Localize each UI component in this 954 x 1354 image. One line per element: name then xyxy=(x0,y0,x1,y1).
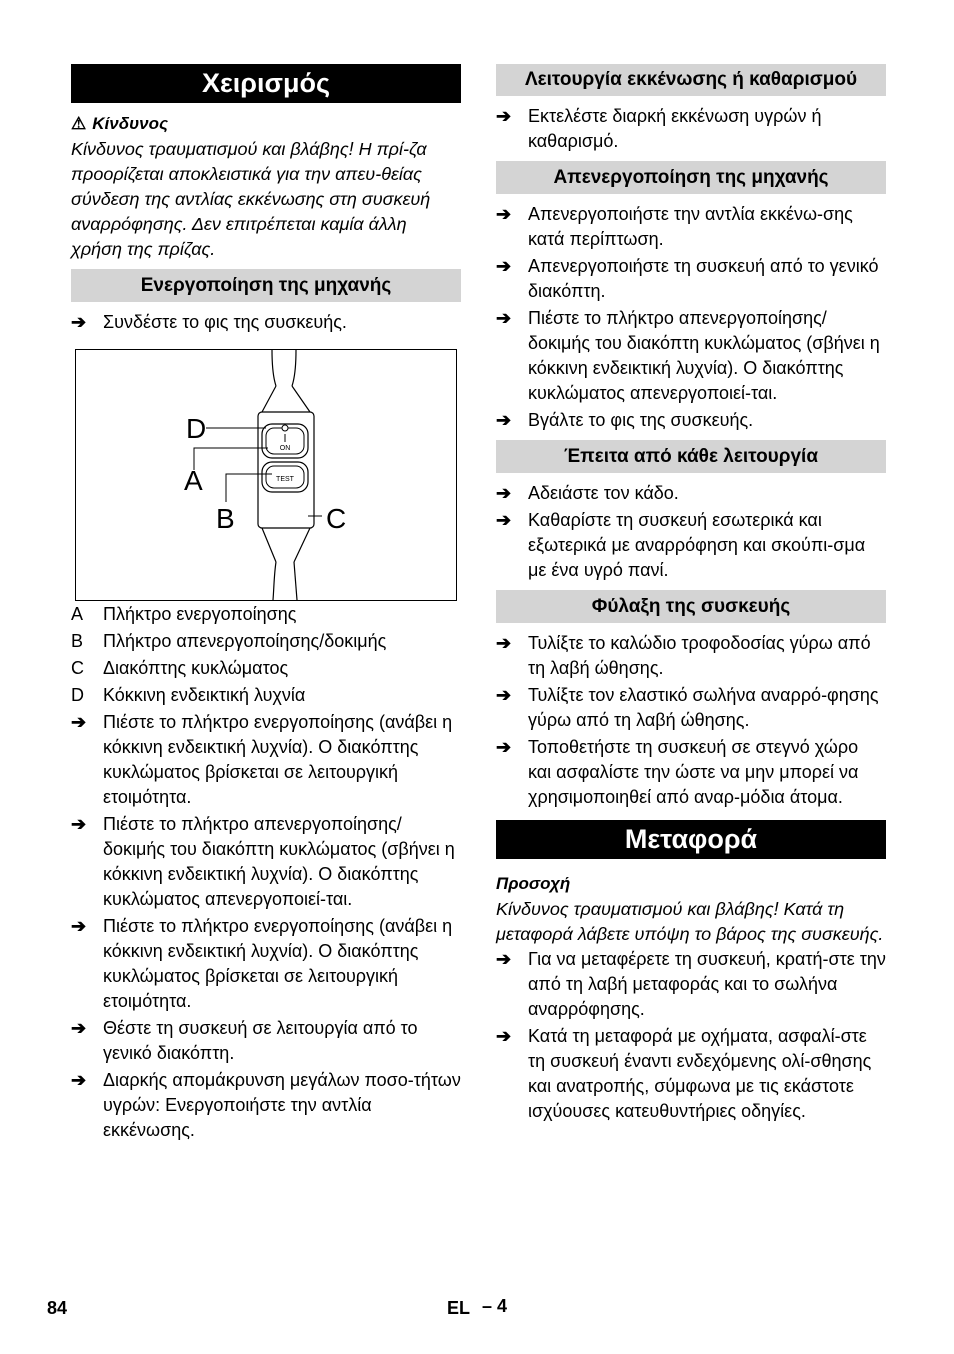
legend-key: C xyxy=(71,658,84,678)
step-item xyxy=(71,1016,461,1066)
danger-label: Κίνδυνος xyxy=(92,114,169,133)
section-title-operation: Χειρισμός xyxy=(71,64,461,103)
step-text: Τυλίξτε το καλώδιο τροφοδοσίας γύρω από τη λαβή ώθησης. xyxy=(528,633,871,678)
step-item xyxy=(496,947,886,1022)
step-text: Πιέστε το πλήκτρο ενεργοποίησης (ανάβει η κόκκινη ενδεικτική λυχνία). Ο διακόπτης κυκλώματος βρίσκεται σε λειτουργική ετοιμότητα. xyxy=(103,712,453,807)
danger-heading xyxy=(71,113,461,135)
step-item xyxy=(71,812,461,912)
label-b: B xyxy=(216,503,235,534)
step-item xyxy=(71,310,461,335)
step-text: Κατά τη μεταφορά με οχήματα, ασφαλί-στε τη συσκευή έναντι ενδεχόμενης ολί-σθησης και ανατροπής, σύμφωνα με τις εκάστοτε ισχύουσες κατευθυντήριες οδηγίες. xyxy=(528,1026,872,1121)
step-text: Διαρκής απομάκρυνση μεγάλων ποσο-τήτων υγρών: Ενεργοποιήστε την αντλία εκκένωσης. xyxy=(103,1070,461,1140)
arrow-right-icon: ➔ xyxy=(496,410,512,430)
page-number: 84 xyxy=(47,1298,68,1318)
arrow-right-icon: ➔ xyxy=(496,483,512,503)
warning-triangle-icon: ⚠ xyxy=(71,114,87,133)
section-page: – 4 xyxy=(482,1296,508,1316)
legend-key: D xyxy=(71,685,84,705)
step-text: Τυλίξτε τον ελαστικό σωλήνα αναρρό-φησης γύρω από τη λαβή ώθησης. xyxy=(528,685,879,730)
step-item xyxy=(71,914,461,1014)
arrow-right-icon: ➔ xyxy=(496,204,512,224)
step-text: Εκτελέστε διαρκή εκκένωση υγρών ή καθαρισμό. xyxy=(528,106,822,151)
step-text: Για να μεταφέρετε τη συσκευή, κρατή-στε την από τη λαβή μεταφοράς και το σωλήνα αναρρόφησης. xyxy=(528,949,886,1019)
step-text: Θέστε τη συσκευή σε λειτουργία από το γενικό διακόπτη. xyxy=(103,1018,418,1063)
arrow-right-icon: ➔ xyxy=(71,712,87,732)
arrow-right-icon: ➔ xyxy=(71,312,87,332)
arrow-right-icon: ➔ xyxy=(496,737,512,757)
section-heading-after: Έπειτα από κάθε λειτουργία xyxy=(496,440,886,473)
right-column xyxy=(496,64,886,1124)
left-column xyxy=(71,64,461,1143)
section-title-transport: Μεταφορά xyxy=(496,820,886,859)
arrow-right-icon: ➔ xyxy=(496,1026,512,1046)
step-list xyxy=(496,947,886,1124)
step-text: Πιέστε το πλήκτρο απενεργοποίησης/ δοκιμής του διακόπτη κυκλώματος (σβήνει η κόκκινη ενδεικτική λυχνία). Ο διακόπτης κυκλώματος απενεργοποιεί-ται. xyxy=(528,308,880,403)
step-item xyxy=(496,306,886,406)
label-d: D xyxy=(186,413,207,444)
legend-item xyxy=(71,628,461,655)
legend-text: Πλήκτρο ενεργοποίησης xyxy=(103,604,297,624)
step-item xyxy=(496,408,886,433)
step-item xyxy=(496,631,886,681)
legend-item xyxy=(71,601,461,628)
legend-key: B xyxy=(71,631,84,651)
step-list xyxy=(71,710,461,1143)
section-heading-stop: Απενεργοποίηση της μηχανής xyxy=(496,161,886,194)
legend-key: A xyxy=(71,604,84,624)
arrow-right-icon: ➔ xyxy=(496,685,512,705)
step-item xyxy=(496,508,886,583)
label-c: C xyxy=(326,503,347,534)
arrow-right-icon: ➔ xyxy=(71,1018,87,1038)
legend-text: Διακόπτης κυκλώματος xyxy=(103,658,289,678)
circuit-breaker-figure xyxy=(75,349,457,601)
section-heading-start: Ενεργοποίηση της μηχανής xyxy=(71,269,461,302)
arrow-right-icon: ➔ xyxy=(496,633,512,653)
legend-item xyxy=(71,655,461,682)
arrow-right-icon: ➔ xyxy=(496,256,512,276)
step-item xyxy=(496,1024,886,1124)
arrow-right-icon: ➔ xyxy=(71,916,87,936)
on-button-label: ON xyxy=(279,445,291,452)
step-text: Απενεργοποιήστε τη συσκευή από το γενικό διακόπτη. xyxy=(528,256,879,301)
circuit-breaker-drawing xyxy=(76,350,456,600)
step-list xyxy=(496,481,886,583)
step-text: Πιέστε το πλήκτρο απενεργοποίησης/ δοκιμής του διακόπτη κυκλώματος (σβήνει η κόκκινη ενδεικτική λυχνία). Ο διακόπτης κυκλώματος απενεργοποιεί-ται. xyxy=(103,814,455,909)
arrow-right-icon: ➔ xyxy=(496,308,512,328)
section-heading-drain: Λειτουργία εκκένωσης ή καθαρισμού xyxy=(496,64,886,96)
arrow-right-icon: ➔ xyxy=(496,510,512,530)
caution-label: Προσοχή xyxy=(496,874,571,893)
language-code: EL xyxy=(447,1298,471,1318)
step-item xyxy=(496,735,886,810)
step-item xyxy=(496,683,886,733)
arrow-right-icon: ➔ xyxy=(71,1070,87,1090)
step-item xyxy=(71,710,461,810)
step-list xyxy=(496,202,886,433)
step-text: Βγάλτε το φις της συσκευής. xyxy=(528,410,754,430)
step-item xyxy=(496,481,886,506)
arrow-right-icon: ➔ xyxy=(71,814,87,834)
label-a: A xyxy=(184,465,203,496)
danger-text: Κίνδυνος τραυματισμού και βλάβης! Η πρί-ζα προορίζεται αποκλειστικά για την απευ-θείας σύνδεση της αντλίας εκκένωσης στη συσκευή αναρρόφησης. Δεν επιτρέπεται καμία άλλη χρήση της πρίζας. xyxy=(71,139,431,259)
step-text: Αδειάστε τον κάδο. xyxy=(528,483,679,503)
step-text: Συνδέστε το φις της συσκευής. xyxy=(103,312,347,332)
step-text: Πιέστε το πλήκτρο ενεργοποίησης (ανάβει η κόκκινη ενδεικτική λυχνία). Ο διακόπτης κυκλώματος βρίσκεται σε λειτουργική ετοιμότητα. xyxy=(103,916,453,1011)
step-item xyxy=(496,254,886,304)
step-list xyxy=(496,631,886,810)
arrow-right-icon: ➔ xyxy=(496,949,512,969)
step-item xyxy=(496,202,886,252)
legend-text: Πλήκτρο απενεργοποίησης/δοκιμής xyxy=(103,631,387,651)
caution-text: Κίνδυνος τραυματισμού και βλάβης! Κατά τη μεταφορά λάβετε υπόψη το βάρος της συσκευής. xyxy=(496,899,884,944)
step-text: Απενεργοποιήστε την αντλία εκκένω-σης κατά περίπτωση. xyxy=(528,204,853,249)
step-text: Καθαρίστε τη συσκευή εσωτερικά και εξωτερικά με αναρρόφηση και σκούπι-σμα με ένα υγρό πανί. xyxy=(528,510,866,580)
legend-list xyxy=(71,601,461,709)
step-item xyxy=(71,1068,461,1143)
legend-item xyxy=(71,682,461,709)
arrow-right-icon: ➔ xyxy=(496,106,512,126)
step-item xyxy=(496,104,886,154)
test-button-label: TEST xyxy=(276,476,294,483)
step-text: Τοποθετήστε τη συσκευή σε στεγνό χώρο και ασφαλίστε την ώστε να μην μπορεί να χρησιμοποιηθεί από αναρ-μόδια άτομα. xyxy=(528,737,859,807)
section-heading-storage: Φύλαξη της συσκευής xyxy=(496,590,886,623)
legend-text: Κόκκινη ενδεικτική λυχνία xyxy=(103,685,306,705)
